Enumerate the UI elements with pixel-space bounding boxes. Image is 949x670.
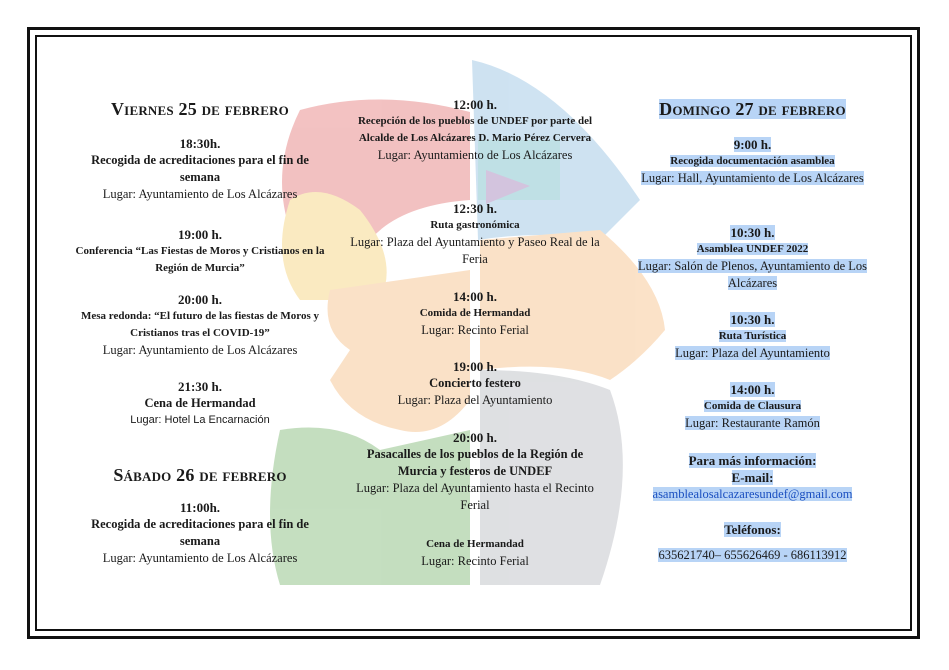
- event-place: Lugar: Plaza del Ayuntamiento hasta el Recinto Ferial: [356, 481, 594, 512]
- event-time: 12:30 h.: [452, 201, 498, 216]
- event-place: Lugar: Restaurante Ramón: [685, 416, 820, 430]
- event-domingo-4: [630, 381, 875, 432]
- event-sabado-6: [350, 429, 600, 514]
- viernes-heading: Viernes 25 de febrero: [110, 99, 289, 119]
- phones-label: Teléfonos:: [724, 522, 781, 537]
- event-sabado-7: [350, 536, 600, 570]
- event-time: 14:00 h.: [452, 289, 498, 304]
- event-time: 19:00 h.: [452, 359, 498, 374]
- event-title: Recogida documentación asamblea: [670, 155, 835, 167]
- domingo-heading: [630, 99, 875, 120]
- event-title: Recepción de los pueblos de UNDEF por parte del Alcalde de Los Alcázares D. Mario Pérez Cervera: [357, 115, 593, 144]
- event-sabado-3: [350, 200, 600, 268]
- email-link[interactable]: asamblealosalcazaresundef@gmail.com: [652, 487, 853, 501]
- event-time: 11:00h.: [179, 500, 221, 515]
- event-title: Cena de Hermandad: [426, 538, 524, 550]
- event-title: Recogida de acreditaciones para el fin de semana: [91, 517, 309, 548]
- event-viernes-3: [70, 291, 330, 359]
- event-domingo-1: [630, 136, 875, 187]
- event-time: 18:30h.: [179, 136, 221, 151]
- event-place: Lugar: Ayuntamiento de Los Alcázares: [102, 551, 298, 565]
- event-title: Pasacalles de los pueblos de la Región de Murcia y festeros de UNDEF: [366, 447, 584, 478]
- event-viernes-2: [70, 226, 330, 277]
- event-time: 20:00 h.: [177, 292, 223, 307]
- event-title: Conferencia “Las Fiestas de Moros y Cristianos en la Región de Murcia”: [75, 245, 325, 274]
- event-place: Lugar: Hall, Ayuntamiento de Los Alcázares: [641, 171, 864, 185]
- event-title: Cena de Hermandad: [144, 396, 256, 410]
- event-time: 19:00 h.: [177, 227, 223, 242]
- event-time: 20:00 h.: [452, 430, 498, 445]
- event-sabado-4: [350, 288, 600, 339]
- event-place: Lugar: Ayuntamiento de Los Alcázares: [377, 148, 573, 162]
- sabado-heading: Sábado 26 de febrero: [113, 465, 287, 485]
- contact-heading: Para más información:: [688, 453, 817, 468]
- event-time: 9:00 h.: [733, 137, 772, 152]
- event-place: Lugar: Salón de Plenos, Ayuntamiento de Los Alcázares: [637, 259, 868, 290]
- event-title: Ruta gastronómica: [430, 219, 520, 231]
- event-time: 10:30 h.: [730, 312, 775, 327]
- event-title: Mesa redonda: “El futuro de las fiestas de Moros y Cristianos tras el COVID-19”: [80, 310, 320, 339]
- event-viernes-4: [70, 378, 330, 429]
- event-time: 14:00 h.: [730, 382, 775, 397]
- event-time: 21:30 h.: [177, 379, 223, 394]
- event-place: Lugar: Recinto Ferial: [421, 554, 529, 568]
- event-place: Lugar: Ayuntamiento de Los Alcázares: [102, 343, 298, 357]
- email-label: E-mail:: [731, 470, 774, 485]
- event-sabado-5: [350, 358, 600, 409]
- event-title: Comida de Clausura: [703, 400, 802, 412]
- event-place: Lugar: Ayuntamiento de Los Alcázares: [102, 187, 298, 201]
- event-title: Concierto festero: [429, 376, 521, 390]
- event-title: Ruta Turística: [718, 330, 787, 342]
- event-title: Comida de Hermandad: [419, 307, 531, 319]
- event-place: Lugar: Plaza del Ayuntamiento: [397, 393, 553, 407]
- event-time: 12:00 h.: [452, 97, 498, 112]
- event-sabado-1: [70, 499, 330, 567]
- event-sabado-2: [350, 96, 600, 164]
- event-domingo-2: [630, 224, 875, 292]
- event-title: Asamblea UNDEF 2022: [696, 243, 809, 255]
- event-place: Lugar: Plaza del Ayuntamiento y Paseo Real de la Feria: [350, 235, 600, 266]
- contact-block: [630, 452, 875, 564]
- event-place: Lugar: Hotel La Encarnación: [130, 414, 270, 426]
- phones-value: 635621740– 655626469 - 686113912: [658, 548, 847, 562]
- event-viernes-1: [70, 135, 330, 203]
- event-place: Lugar: Plaza del Ayuntamiento: [675, 346, 830, 360]
- event-place: Lugar: Recinto Ferial: [421, 323, 529, 337]
- domingo-heading-text: Domingo 27 de febrero: [659, 99, 846, 119]
- event-time: 10:30 h.: [730, 225, 775, 240]
- event-domingo-3: [630, 311, 875, 362]
- event-title: Recogida de acreditaciones para el fin de semana: [91, 153, 309, 184]
